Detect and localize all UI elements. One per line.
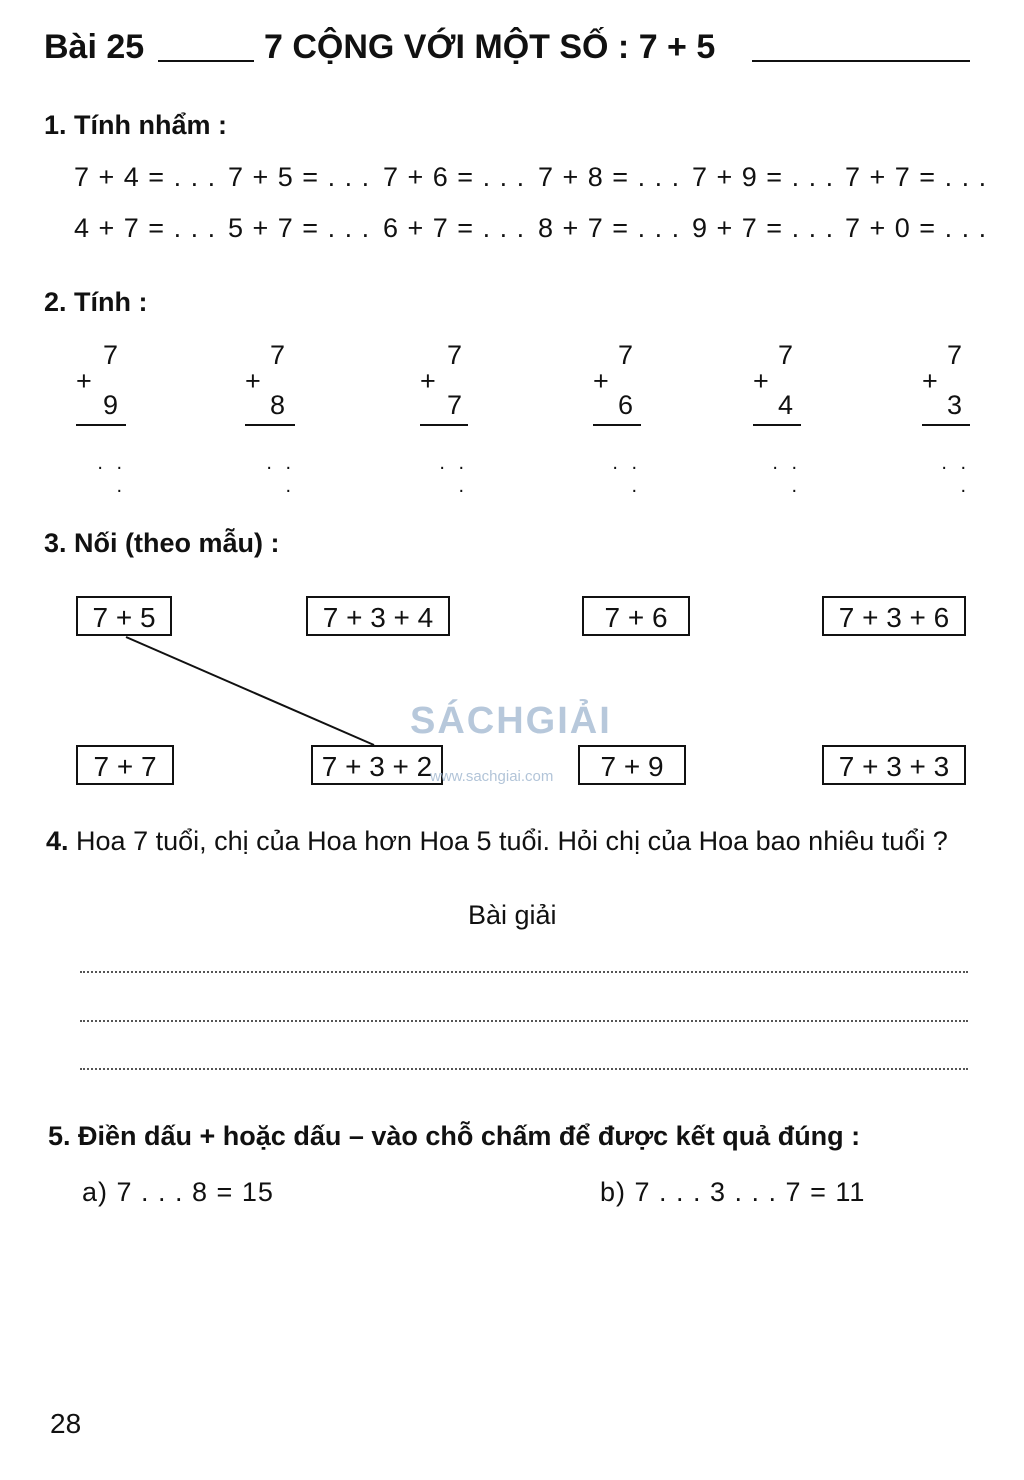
ex1-r2-c4: 8 + 7 = . . . xyxy=(538,213,681,243)
match-bottom-box-4[interactable]: 7 + 3 + 3 xyxy=(822,745,966,785)
match-top-box-4[interactable]: 7 + 3 + 6 xyxy=(822,596,966,636)
match-bottom-box-3[interactable]: 7 + 9 xyxy=(578,745,686,785)
page-number: 28 xyxy=(50,1408,82,1439)
answer-blank: . . . xyxy=(612,452,641,497)
addend-top: 7 xyxy=(446,340,462,370)
addend-bottom: 4 xyxy=(777,390,793,420)
ex3-heading: 3. Nối (theo mẫu) : xyxy=(44,528,280,558)
addend-bottom: 6 xyxy=(617,390,633,420)
match-bottom-box-1[interactable]: 7 + 7 xyxy=(76,745,174,785)
ex1-r1-c1: 7 + 4 = . . . xyxy=(74,162,217,192)
ex1-r1-c6: 7 + 7 = . . . xyxy=(845,162,988,192)
lesson-number: Bài 25 xyxy=(44,28,145,66)
ex1-r2-c2: 5 + 7 = . . . xyxy=(228,213,371,243)
ex1-r1-c5: 7 + 9 = . . . xyxy=(692,162,835,192)
match-top-box-1[interactable]: 7 + 5 xyxy=(76,596,172,636)
addend-bottom: 8 xyxy=(269,390,285,420)
answer-line-1[interactable] xyxy=(80,971,968,973)
watermark-logo: SÁCHGIẢI xyxy=(410,700,612,742)
plus-sign: + xyxy=(922,366,938,396)
ex1-r2-c1: 4 + 7 = . . . xyxy=(74,213,217,243)
match-bottom-box-2[interactable]: 7 + 3 + 2 xyxy=(311,745,443,785)
addend-top: 7 xyxy=(946,340,962,370)
addend-top: 7 xyxy=(102,340,118,370)
answer-blank: . . . xyxy=(772,452,801,497)
ex5-part-a: a) 7 . . . 8 = 15 xyxy=(82,1177,274,1207)
ex1-r2-c6: 7 + 0 = . . . xyxy=(845,213,988,243)
ex5-heading: 5. Điền dấu + hoặc dấu – vào chỗ chấm để được kết quả đúng : xyxy=(48,1121,861,1151)
ex1-r2-c3: 6 + 7 = . . . xyxy=(383,213,526,243)
answer-blank: . . . xyxy=(439,452,468,497)
addend-bottom: 3 xyxy=(946,390,962,420)
ex5-part-b: b) 7 . . . 3 . . . 7 = 11 xyxy=(600,1177,866,1207)
ex2-heading: 2. Tính : xyxy=(44,287,148,317)
ex1-r2-c5: 9 + 7 = . . . xyxy=(692,213,835,243)
addend-bottom: 9 xyxy=(102,390,118,420)
plus-sign: + xyxy=(753,366,769,396)
ex1-heading: 1. Tính nhẩm : xyxy=(44,110,228,140)
plus-sign: + xyxy=(593,366,609,396)
watermark-url: www.sachgiai.com xyxy=(430,768,554,785)
addend-top: 7 xyxy=(617,340,633,370)
plus-sign: + xyxy=(420,366,436,396)
answer-blank: . . . xyxy=(266,452,295,497)
ex1-r1-c3: 7 + 6 = . . . xyxy=(383,162,526,192)
plus-sign: + xyxy=(245,366,261,396)
ex4-number: 4. xyxy=(46,826,69,856)
answer-blank: . . . xyxy=(941,452,970,497)
ex4-question-row xyxy=(46,826,948,857)
answer-blank: . . . xyxy=(97,452,126,497)
addend-top: 7 xyxy=(777,340,793,370)
ex1-r1-c4: 7 + 8 = . . . xyxy=(538,162,681,192)
addend-top: 7 xyxy=(269,340,285,370)
plus-sign: + xyxy=(76,366,92,396)
lesson-title-text: 7 CỘNG VỚI MỘT SỐ : 7 + 5 xyxy=(264,28,716,66)
match-top-box-3[interactable]: 7 + 6 xyxy=(582,596,690,636)
match-top-box-2[interactable]: 7 + 3 + 4 xyxy=(306,596,450,636)
answer-line-2[interactable] xyxy=(80,1020,968,1022)
ex1-r1-c2: 7 + 5 = . . . xyxy=(228,162,371,192)
ex4-question: Hoa 7 tuổi, chị của Hoa hơn Hoa 5 tuổi. Hỏi chị của Hoa bao nhiêu tuổi ? xyxy=(76,826,948,856)
answer-line-3[interactable] xyxy=(80,1068,968,1070)
addend-bottom: 7 xyxy=(446,390,462,420)
solution-label: Bài giải xyxy=(468,900,557,930)
